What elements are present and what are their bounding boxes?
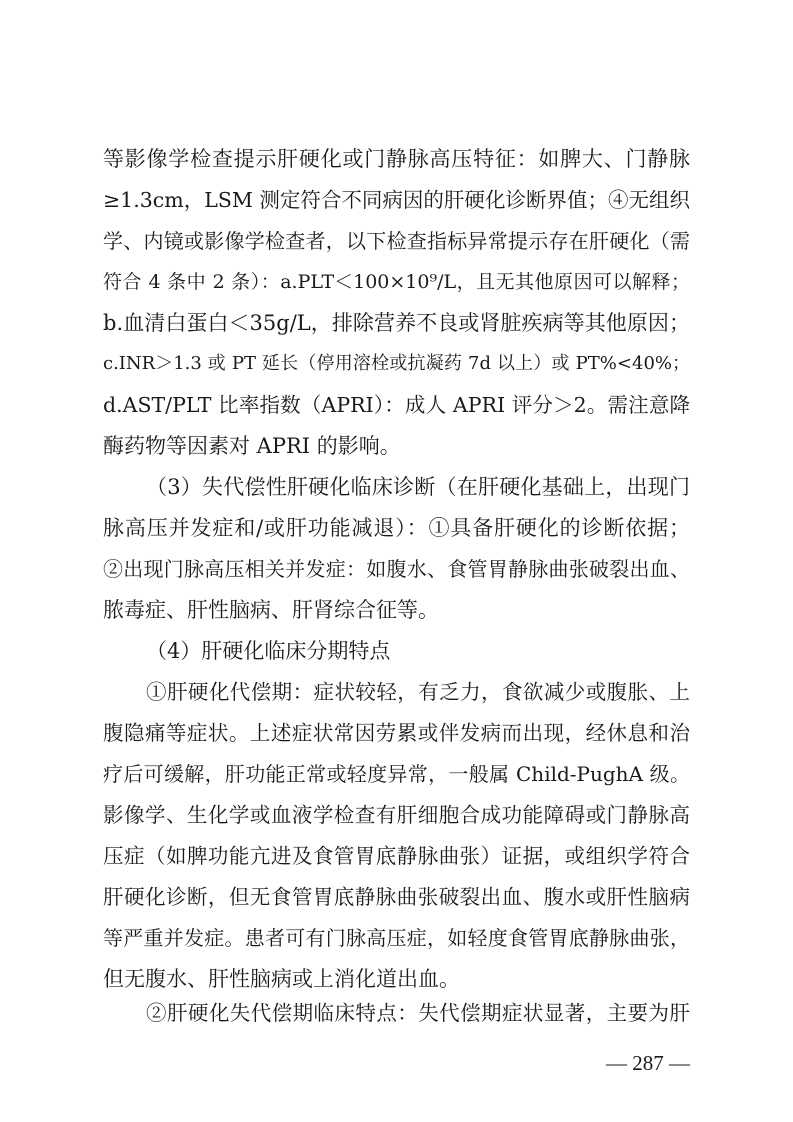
text-line: 脓毒症、肝性脑病、肝肾综合征等。 (103, 598, 439, 622)
text-line: ①肝硬化代偿期：症状较轻，有乏力，食欲减少或腹胀、上 (146, 680, 690, 704)
text-line: d.AST/PLT 比率指数（APRI）：成人 APRI 评分＞2。需注意降 (103, 393, 690, 417)
text-line: 脉高压并发症和/或肝功能减退）：①具备肝硬化的诊断依据； (103, 516, 690, 540)
text-line: 腹隐痛等症状。上述症状常因劳累或伴发病而出现，经休息和治 (103, 721, 690, 745)
page-number: — 287 — (606, 1051, 690, 1075)
section-heading-4: （4）肝硬化临床分期特点 (146, 639, 391, 663)
text-line: ②出现门脉高压相关并发症：如腹水、食管胃静脉曲张破裂出血、 (103, 557, 690, 581)
text-line: ②肝硬化失代偿期临床特点：失代偿期症状显著，主要为肝 (146, 1001, 690, 1025)
section-heading-3: （3）失代偿性肝硬化临床诊断（在肝硬化基础上，出现门 (146, 475, 690, 499)
text-line: 影像学、生化学或血液学检查有肝细胞合成功能障碍或门静脉高 (103, 803, 690, 827)
text-line: c.INR＞1.3 或 PT 延长（停用溶栓或抗凝药 7d 以上）或 PT%<40%； (103, 353, 690, 374)
text-line: 等严重并发症。患者可有门脉高压症，如轻度食管胃底静脉曲张， (103, 926, 690, 950)
text-line: 但无腹水、肝性脑病或上消化道出血。 (103, 967, 460, 991)
text-line: 等影像学检查提示肝硬化或门静脉高压特征：如脾大、门静脉 (103, 147, 690, 171)
text-line: 疗后可缓解，肝功能正常或轻度异常，一般属 Child-PughA 级。 (103, 762, 690, 786)
text-line: 肝硬化诊断，但无食管胃底静脉曲张破裂出血、腹水或肝性脑病 (103, 885, 690, 909)
text-line: b.血清白蛋白＜35g/L，排除营养不良或肾脏疾病等其他原因； (103, 311, 690, 335)
text-line: 压症（如脾功能亢进及食管胃底静脉曲张）证据，或组织学符合 (103, 844, 690, 868)
text-line: 学、内镜或影像学检查者，以下检查指标异常提示存在肝硬化（需 (103, 229, 690, 253)
text-line: 符合 4 条中 2 条）：a.PLT＜100×10⁹/L，且无其他原因可以解释； (103, 271, 690, 293)
text-line: ≥1.3cm，LSM 测定符合不同病因的肝硬化诊断界值；④无组织 (103, 188, 690, 212)
text-line: 酶药物等因素对 APRI 的影响。 (103, 434, 401, 458)
